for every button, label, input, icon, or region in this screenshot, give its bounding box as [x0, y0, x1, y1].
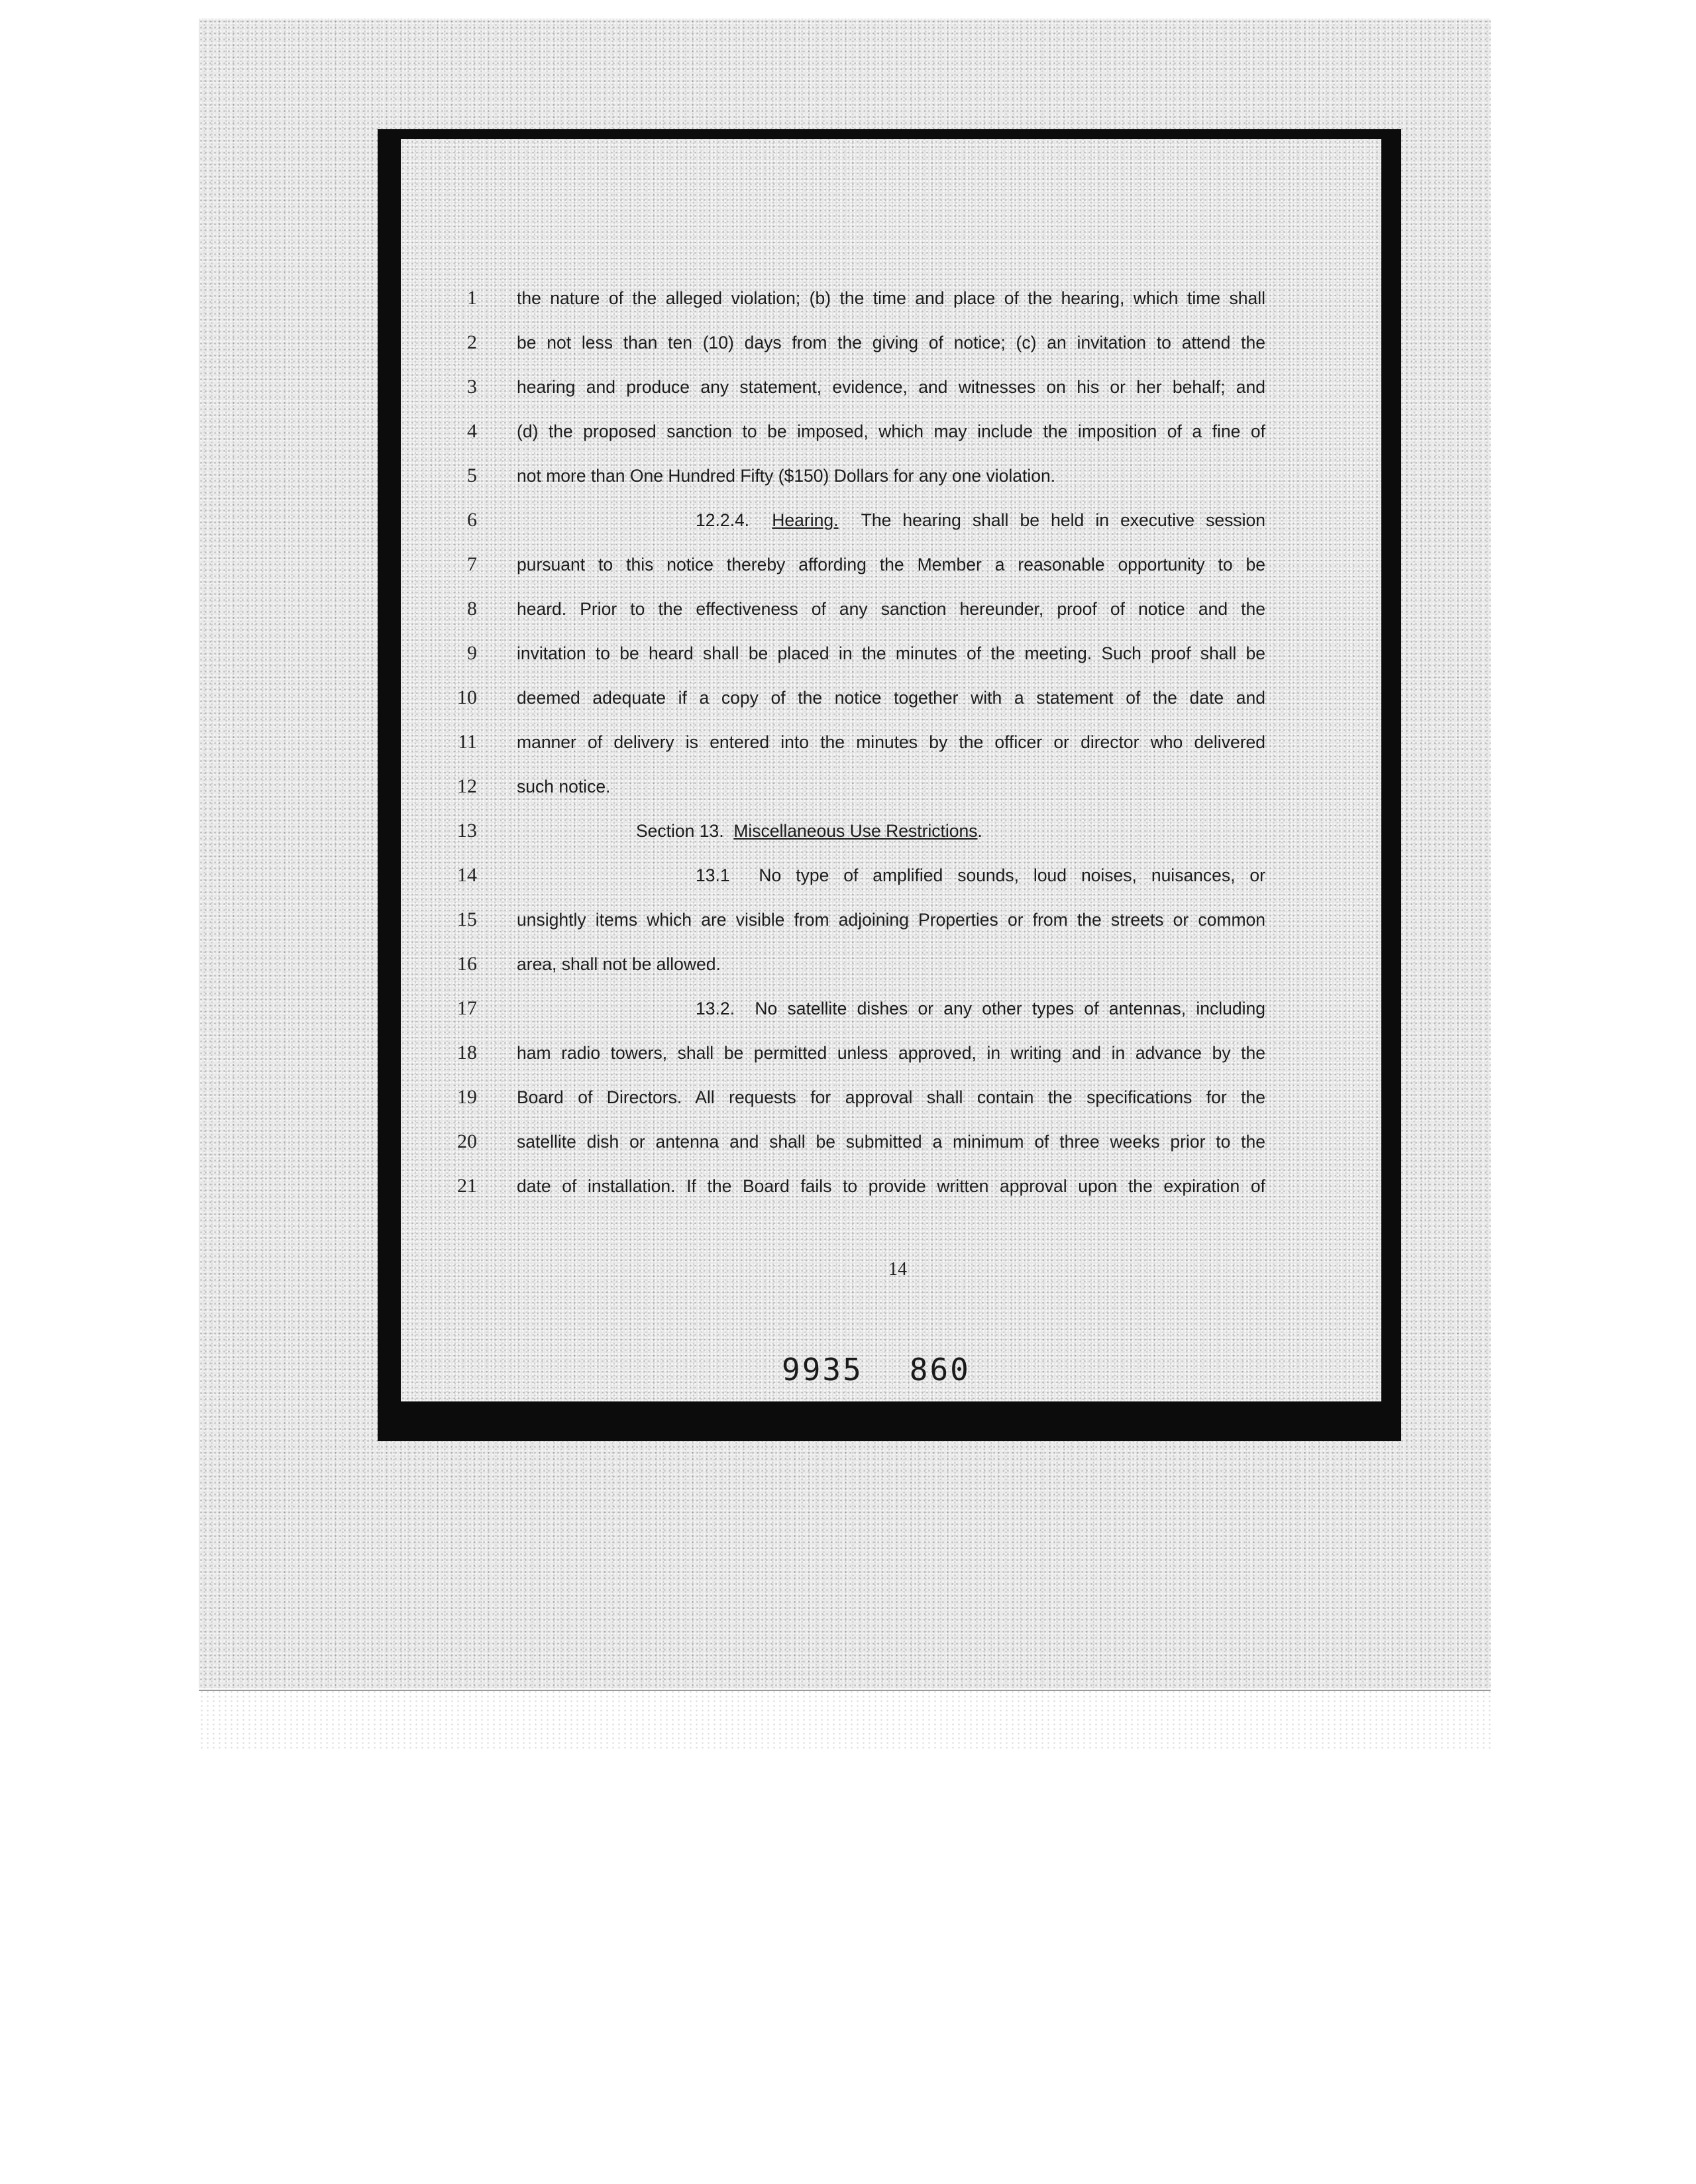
section-number: 12.2.4.	[696, 510, 750, 530]
line-number: 14	[457, 864, 477, 886]
line-number: 21	[457, 1175, 477, 1197]
line-text: area, shall not be allowed.	[517, 954, 721, 974]
line-text: unsightly items which are visible from adjoining Properties or from the streets or common	[517, 910, 1265, 930]
line-text	[696, 500, 1265, 540]
line-number: 18	[457, 1042, 477, 1064]
section-text: .	[977, 821, 982, 841]
section-text: The hearing shall be held in executive session	[861, 510, 1265, 530]
document-line	[0, 722, 1696, 762]
line-number: 15	[457, 908, 477, 930]
document-line	[0, 589, 1696, 629]
section-number: Section 13.	[636, 821, 724, 841]
document-line	[0, 1122, 1696, 1162]
document-line	[0, 633, 1696, 673]
line-text: date of installation. If the Board fails to provide written approval upon the expiration of	[517, 1176, 1265, 1196]
line-text: the nature of the alleged violation; (b) the time and place of the hearing, which time shall	[517, 288, 1265, 308]
line-number: 6	[467, 509, 477, 531]
line-text	[636, 811, 1100, 851]
document-line	[0, 323, 1696, 362]
line-text: such notice.	[517, 777, 611, 796]
document-line	[0, 545, 1696, 584]
line-text	[696, 989, 1265, 1028]
line-number: 3	[467, 376, 477, 398]
scan-edge-strip	[199, 1690, 1491, 1749]
line-number: 19	[457, 1086, 477, 1108]
line-text: hearing and produce any statement, evidence, and witnesses on his or her behalf; and	[517, 377, 1265, 397]
document-line	[0, 1077, 1696, 1117]
line-number: 8	[467, 598, 477, 620]
document-line	[0, 944, 1696, 984]
line-text: (d) the proposed sanction to be imposed, which may include the imposition of a fine of	[517, 421, 1265, 441]
book-page: 860	[909, 1352, 971, 1388]
line-number: 7	[467, 553, 477, 575]
line-text: ham radio towers, shall be permitted unless approved, in writing and in advance by the	[517, 1043, 1265, 1063]
document-line	[0, 767, 1696, 806]
document-line	[0, 411, 1696, 451]
line-text: not more than One Hundred Fifty ($150) Dollars for any one violation.	[517, 466, 1056, 486]
line-number: 20	[457, 1130, 477, 1152]
section-heading: Hearing.	[772, 510, 839, 530]
document-line	[0, 500, 1696, 540]
line-number: 10	[457, 686, 477, 708]
line-number: 13	[457, 820, 477, 842]
document-line	[0, 678, 1696, 718]
scan-lower-area	[199, 1438, 1491, 1691]
document-line	[0, 367, 1696, 407]
line-number: 11	[458, 731, 477, 753]
document-line	[0, 900, 1696, 940]
line-number: 5	[467, 464, 477, 486]
line-number: 2	[467, 331, 477, 353]
document-line	[0, 989, 1696, 1028]
document-line	[0, 811, 1696, 851]
line-text: deemed adequate if a copy of the notice together with a statement of the date and	[517, 688, 1265, 708]
section-heading: Miscellaneous Use Restrictions	[733, 821, 978, 841]
line-number: 4	[467, 420, 477, 442]
section-text: No type of amplified sounds, loud noises, nuisances, or	[759, 865, 1265, 885]
line-number: 17	[457, 997, 477, 1019]
document-line	[0, 1166, 1696, 1206]
line-text: satellite dish or antenna and shall be submitted a minimum of three weeks prior to the	[517, 1132, 1265, 1152]
line-number: 12	[457, 775, 477, 797]
section-text: No satellite dishes or any other types of antennas, including	[755, 999, 1265, 1018]
document-line	[0, 855, 1696, 895]
section-number: 13.2.	[696, 999, 735, 1018]
line-text: Board of Directors. All requests for approval shall contain the specifications for the	[517, 1087, 1265, 1107]
book-page-reference	[782, 1352, 994, 1388]
document-line	[0, 1033, 1696, 1073]
line-text	[696, 855, 1265, 895]
line-number: 16	[457, 953, 477, 975]
line-text: be not less than ten (10) days from the giving of notice; (c) an invitation to attend the	[517, 333, 1265, 353]
book-volume: 9935	[782, 1352, 863, 1388]
line-text: pursuant to this notice thereby affording the Member a reasonable opportunity to be	[517, 555, 1265, 574]
line-text: heard. Prior to the effectiveness of any sanction hereunder, proof of notice and the	[517, 599, 1265, 619]
section-number: 13.1	[696, 865, 730, 885]
line-text: manner of delivery is entered into the minutes by the officer or director who delivered	[517, 732, 1265, 752]
line-number: 9	[467, 642, 477, 664]
page-number: 14	[888, 1259, 907, 1280]
document-line	[0, 278, 1696, 318]
line-text: invitation to be heard shall be placed in the minutes of the meeting. Such proof shall be	[517, 643, 1265, 663]
document-line	[0, 456, 1696, 496]
line-number: 1	[467, 287, 477, 309]
